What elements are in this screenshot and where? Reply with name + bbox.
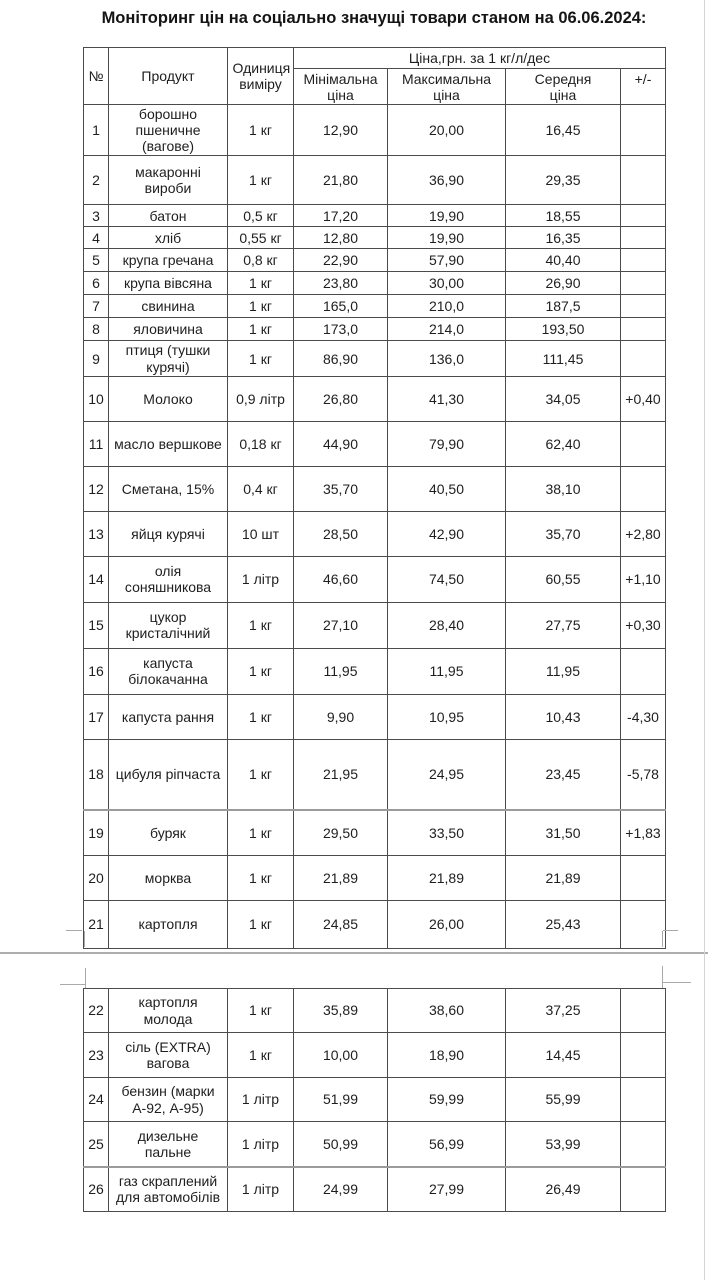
cell-avg-price: 14,45 [506, 1033, 621, 1078]
cell-unit: 1 кг [228, 295, 294, 318]
cell-product: крупа вівсяна [109, 272, 228, 295]
cell-unit: 1 кг [228, 156, 294, 205]
cell-avg-price: 62,40 [506, 421, 621, 466]
cell-avg-price: 23,45 [506, 739, 621, 810]
cell-number: 24 [84, 1078, 109, 1122]
cell-delta [621, 249, 666, 272]
table-row [84, 1122, 666, 1167]
page-margin-mark [663, 982, 691, 983]
table-row [84, 156, 666, 205]
cell-product: макаронні вироби [109, 156, 228, 205]
cell-delta [621, 421, 666, 466]
cell-delta [621, 989, 666, 1033]
cell-min-price: 12,90 [294, 105, 388, 156]
table-row [84, 511, 666, 556]
cell-max-price: 42,90 [388, 511, 506, 556]
cell-unit: 0,18 кг [228, 421, 294, 466]
cell-min-price: 21,95 [294, 739, 388, 810]
cell-delta: +1,10 [621, 556, 666, 602]
cell-avg-price: 10,43 [506, 694, 621, 739]
cell-delta [621, 900, 666, 948]
cell-number: 20 [84, 855, 109, 900]
cell-delta [621, 272, 666, 295]
cell-unit: 1 літр [228, 556, 294, 602]
cell-number: 6 [84, 272, 109, 295]
cell-number: 22 [84, 989, 109, 1033]
cell-unit: 1 кг [228, 272, 294, 295]
price-table-page-2 [83, 988, 666, 1212]
cell-unit: 0,4 кг [228, 466, 294, 511]
cell-avg-price: 16,35 [506, 227, 621, 249]
cell-product: дизельне пальне [109, 1122, 228, 1167]
table-row [84, 1078, 666, 1122]
cell-delta: +2,80 [621, 511, 666, 556]
cell-min-price: 23,80 [294, 272, 388, 295]
cell-max-price: 33,50 [388, 810, 506, 855]
cell-product: свинина [109, 295, 228, 318]
cell-number: 11 [84, 421, 109, 466]
page-margin-mark [60, 984, 85, 985]
cell-number: 19 [84, 810, 109, 855]
cell-unit: 1 кг [228, 341, 294, 376]
header-min-price [294, 69, 388, 105]
cell-min-price: 24,99 [294, 1167, 388, 1212]
table-row [84, 989, 666, 1033]
page-margin-mark [663, 930, 678, 931]
cell-avg-price: 55,99 [506, 1078, 621, 1122]
cell-product: борошно пшеничне (вагове) [109, 105, 228, 156]
cell-max-price: 79,90 [388, 421, 506, 466]
cell-product: бензин (марки А-92, А-95) [109, 1078, 228, 1122]
header-product: Продукт [109, 48, 228, 105]
table-row [84, 105, 666, 156]
cell-max-price: 41,30 [388, 376, 506, 421]
cell-max-price: 19,90 [388, 205, 506, 227]
table-row [84, 694, 666, 739]
table-row [84, 810, 666, 855]
cell-delta [621, 855, 666, 900]
price-table-page-1 [83, 47, 666, 949]
table-row [84, 205, 666, 227]
cell-number: 7 [84, 295, 109, 318]
cell-number: 9 [84, 341, 109, 376]
header-max-price-label: Максимальна ціна [401, 71, 492, 104]
cell-unit: 1 літр [228, 1167, 294, 1212]
cell-number: 8 [84, 318, 109, 341]
cell-avg-price: 26,90 [506, 272, 621, 295]
cell-max-price: 57,90 [388, 249, 506, 272]
cell-product: газ скраплений для автомобілів [109, 1167, 228, 1212]
cell-max-price: 27,99 [388, 1167, 506, 1212]
cell-unit: 1 кг [228, 900, 294, 948]
cell-product: морква [109, 855, 228, 900]
cell-max-price: 56,99 [388, 1122, 506, 1167]
cell-min-price: 35,89 [294, 989, 388, 1033]
cell-avg-price: 27,75 [506, 602, 621, 648]
cell-number: 3 [84, 205, 109, 227]
cell-number: 23 [84, 1033, 109, 1078]
cell-unit: 1 кг [228, 105, 294, 156]
cell-delta [621, 1167, 666, 1212]
table-row [84, 295, 666, 318]
cell-min-price: 22,90 [294, 249, 388, 272]
cell-min-price: 50,99 [294, 1122, 388, 1167]
table-row [84, 855, 666, 900]
cell-avg-price: 29,35 [506, 156, 621, 205]
cell-max-price: 40,50 [388, 466, 506, 511]
cell-max-price: 214,0 [388, 318, 506, 341]
cell-avg-price: 53,99 [506, 1122, 621, 1167]
cell-number: 25 [84, 1122, 109, 1167]
page-separator-line [0, 952, 708, 954]
document-title: Моніторинг цін на соціально значущі товари станом на 06.06.2024: [101, 9, 647, 27]
cell-product: буряк [109, 810, 228, 855]
cell-number: 12 [84, 466, 109, 511]
table-row [84, 376, 666, 421]
cell-unit: 0,9 літр [228, 376, 294, 421]
cell-min-price: 29,50 [294, 810, 388, 855]
cell-max-price: 210,0 [388, 295, 506, 318]
page-margin-mark [66, 930, 82, 931]
table-row [84, 341, 666, 376]
cell-delta: +1,83 [621, 810, 666, 855]
cell-avg-price: 18,55 [506, 205, 621, 227]
cell-product: капуста рання [109, 694, 228, 739]
cell-product: Сметана, 15% [109, 466, 228, 511]
cell-min-price: 27,10 [294, 602, 388, 648]
cell-number: 5 [84, 249, 109, 272]
cell-product: масло вершкове [109, 421, 228, 466]
cell-product: батон [109, 205, 228, 227]
cell-delta [621, 341, 666, 376]
page-edge-line [704, 0, 705, 1280]
cell-min-price: 11,95 [294, 648, 388, 694]
cell-product: капуста білокачанна [109, 648, 228, 694]
cell-avg-price: 37,25 [506, 989, 621, 1033]
cell-min-price: 26,80 [294, 376, 388, 421]
cell-avg-price: 11,95 [506, 648, 621, 694]
cell-unit: 1 кг [228, 694, 294, 739]
cell-max-price: 24,95 [388, 739, 506, 810]
cell-avg-price: 111,45 [506, 341, 621, 376]
cell-product: яловичина [109, 318, 228, 341]
table-row [84, 739, 666, 810]
header-avg-price [506, 69, 621, 105]
cell-delta [621, 1122, 666, 1167]
header-number: № [84, 48, 109, 105]
table-row [84, 249, 666, 272]
cell-number: 2 [84, 156, 109, 205]
cell-unit: 0,5 кг [228, 205, 294, 227]
cell-unit: 1 кг [228, 1033, 294, 1078]
page-margin-mark [85, 968, 86, 988]
cell-delta [621, 1078, 666, 1122]
cell-product: цукор кристалічний [109, 602, 228, 648]
table-body-page-1 [84, 105, 666, 948]
header-max-price [388, 69, 506, 105]
header-min-price-label: Мінімальна ціна [303, 71, 378, 104]
cell-number: 4 [84, 227, 109, 249]
table-row [84, 466, 666, 511]
cell-max-price: 36,90 [388, 156, 506, 205]
table-row [84, 421, 666, 466]
cell-number: 14 [84, 556, 109, 602]
header-avg-price-label: Середня ціна [534, 71, 592, 104]
cell-number: 26 [84, 1167, 109, 1212]
cell-max-price: 18,90 [388, 1033, 506, 1078]
cell-product: картопля [109, 900, 228, 948]
cell-number: 16 [84, 648, 109, 694]
cell-number: 18 [84, 739, 109, 810]
header-price-group: Ціна,грн. за 1 кг/л/дес [294, 48, 666, 69]
cell-min-price: 173,0 [294, 318, 388, 341]
cell-avg-price: 21,89 [506, 855, 621, 900]
cell-delta [621, 156, 666, 205]
cell-min-price: 21,80 [294, 156, 388, 205]
header-unit [228, 48, 294, 105]
cell-max-price: 30,00 [388, 272, 506, 295]
cell-delta [621, 1033, 666, 1078]
cell-unit: 1 кг [228, 855, 294, 900]
cell-min-price: 35,70 [294, 466, 388, 511]
cell-product: хліб [109, 227, 228, 249]
table-row [84, 1033, 666, 1078]
cell-max-price: 19,90 [388, 227, 506, 249]
cell-delta [621, 105, 666, 156]
header-delta: +/- [621, 69, 666, 105]
table-row [84, 602, 666, 648]
cell-min-price: 21,89 [294, 855, 388, 900]
cell-min-price: 28,50 [294, 511, 388, 556]
cell-min-price: 17,20 [294, 205, 388, 227]
header-unit-label: Одиниця виміру [232, 60, 291, 93]
cell-max-price: 21,89 [388, 855, 506, 900]
cell-avg-price: 31,50 [506, 810, 621, 855]
cell-max-price: 28,40 [388, 602, 506, 648]
table-row [84, 318, 666, 341]
cell-product: Молоко [109, 376, 228, 421]
cell-min-price: 44,90 [294, 421, 388, 466]
cell-product: крупа гречана [109, 249, 228, 272]
page-margin-mark [662, 966, 663, 988]
cell-number: 21 [84, 900, 109, 948]
cell-avg-price: 26,49 [506, 1167, 621, 1212]
cell-delta [621, 648, 666, 694]
cell-max-price: 11,95 [388, 648, 506, 694]
cell-min-price: 86,90 [294, 341, 388, 376]
cell-product: сіль (EXTRA) вагова [109, 1033, 228, 1078]
cell-unit: 1 кг [228, 810, 294, 855]
table-row [84, 900, 666, 948]
table-row [84, 648, 666, 694]
cell-max-price: 74,50 [388, 556, 506, 602]
cell-number: 10 [84, 376, 109, 421]
cell-avg-price: 40,40 [506, 249, 621, 272]
table-row [84, 1167, 666, 1212]
cell-avg-price: 16,45 [506, 105, 621, 156]
cell-delta [621, 466, 666, 511]
cell-number: 1 [84, 105, 109, 156]
cell-min-price: 10,00 [294, 1033, 388, 1078]
cell-min-price: 46,60 [294, 556, 388, 602]
cell-delta [621, 318, 666, 341]
cell-product: картопля молода [109, 989, 228, 1033]
cell-avg-price: 35,70 [506, 511, 621, 556]
cell-delta [621, 227, 666, 249]
cell-unit: 1 кг [228, 602, 294, 648]
cell-min-price: 24,85 [294, 900, 388, 948]
cell-avg-price: 38,10 [506, 466, 621, 511]
cell-unit: 0,8 кг [228, 249, 294, 272]
cell-delta: -5,78 [621, 739, 666, 810]
cell-min-price: 12,80 [294, 227, 388, 249]
cell-max-price: 38,60 [388, 989, 506, 1033]
cell-max-price: 136,0 [388, 341, 506, 376]
header-row-group [84, 48, 666, 69]
cell-max-price: 10,95 [388, 694, 506, 739]
cell-delta [621, 295, 666, 318]
cell-avg-price: 193,50 [506, 318, 621, 341]
table-body-page-2 [84, 989, 666, 1212]
cell-min-price: 9,90 [294, 694, 388, 739]
cell-delta: +0,30 [621, 602, 666, 648]
cell-unit: 1 кг [228, 739, 294, 810]
cell-min-price: 165,0 [294, 295, 388, 318]
cell-avg-price: 60,55 [506, 556, 621, 602]
cell-unit: 0,55 кг [228, 227, 294, 249]
page-margin-mark [662, 931, 663, 947]
cell-avg-price: 25,43 [506, 900, 621, 948]
cell-delta: +0,40 [621, 376, 666, 421]
cell-number: 15 [84, 602, 109, 648]
cell-unit: 1 літр [228, 1078, 294, 1122]
cell-unit: 1 літр [228, 1122, 294, 1167]
cell-product: птиця (тушки курячі) [109, 341, 228, 376]
cell-avg-price: 187,5 [506, 295, 621, 318]
table-row [84, 227, 666, 249]
cell-max-price: 26,00 [388, 900, 506, 948]
table-header [84, 48, 666, 105]
cell-delta: -4,30 [621, 694, 666, 739]
table-row [84, 556, 666, 602]
cell-delta [621, 205, 666, 227]
table-row [84, 272, 666, 295]
page-margin-mark [84, 931, 85, 947]
cell-unit: 1 кг [228, 989, 294, 1033]
cell-max-price: 20,00 [388, 105, 506, 156]
cell-product: яйця курячі [109, 511, 228, 556]
cell-avg-price: 34,05 [506, 376, 621, 421]
cell-product: цибуля ріпчаста [109, 739, 228, 810]
cell-unit: 1 кг [228, 648, 294, 694]
cell-min-price: 51,99 [294, 1078, 388, 1122]
cell-max-price: 59,99 [388, 1078, 506, 1122]
cell-number: 13 [84, 511, 109, 556]
cell-product: олія соняшникова [109, 556, 228, 602]
cell-unit: 1 кг [228, 318, 294, 341]
cell-number: 17 [84, 694, 109, 739]
cell-unit: 10 шт [228, 511, 294, 556]
